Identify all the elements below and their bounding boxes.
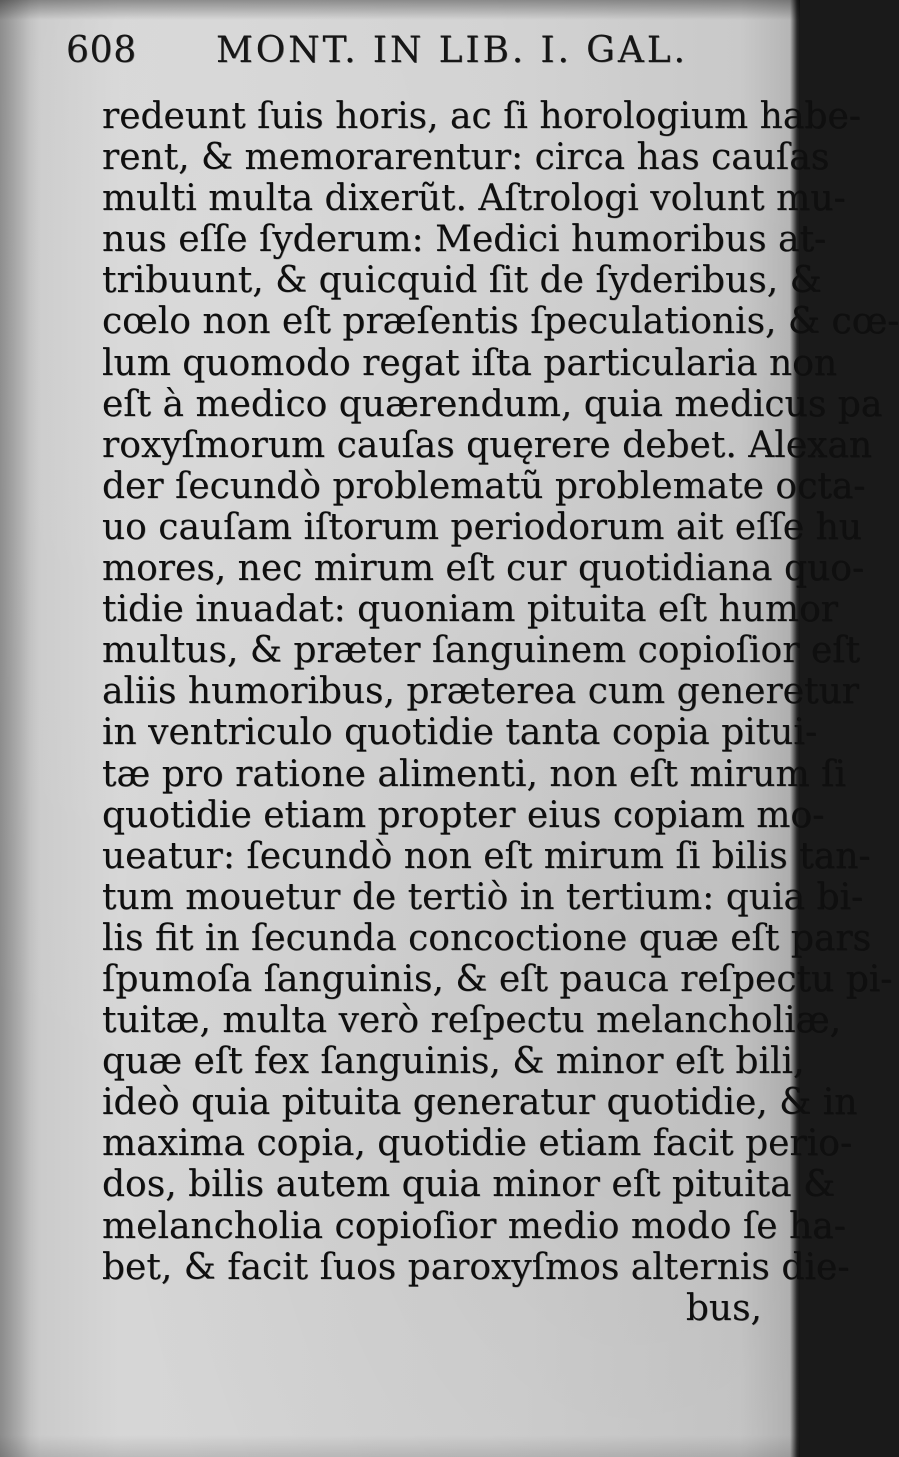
text-line: tæ pro ratione alimenti, non eſt mirum ſi — [102, 753, 846, 795]
top-page-shadow — [0, 0, 800, 20]
text-line: rent, & memorarentur: circa has cauſas — [102, 137, 830, 179]
running-head: MONT. IN LIB. I. GAL. — [216, 30, 688, 71]
text-line: melancholia copioſior medio modo ſe ha- — [102, 1205, 846, 1247]
text-line: multus, & præter ſanguinem copioſior eſt — [102, 630, 860, 672]
text-line: tribuunt, & quicquid ſit de ſyderibus, & — [102, 260, 822, 302]
text-line: redeunt ſuis horis, ac ſi horologium habe- — [102, 96, 861, 137]
text-line: cœlo non eſt præſentis ſpeculationis, & cœ- — [102, 301, 899, 343]
text-line: dos, bilis autem quia minor eſt pituita & — [102, 1164, 836, 1206]
text-line: lis fit in ſecunda concoctione quæ eſt pars — [102, 917, 871, 959]
text-line: tidie inuadat: quoniam pituita eſt humor — [102, 589, 838, 631]
text-line: roxyſmorum cauſas quęrere debet. Alexan — [102, 424, 872, 466]
gutter-shadow — [0, 0, 40, 1457]
text-line: tum mouetur de tertiò in tertium: quia bi- — [102, 876, 864, 918]
text-line: aliis humoribus, præterea cum generetur — [102, 671, 859, 713]
page-number: 608 — [66, 30, 137, 71]
text-line: der ſecundò problematũ problemate octa- — [102, 465, 866, 507]
text-line: tuitæ, multa verò reſpectu melancholiæ, — [102, 1000, 841, 1042]
text-line: lum quomodo regat iſta particularia non — [102, 342, 837, 384]
text-line: quotidie etiam propter eius copiam mo- — [102, 794, 825, 836]
text-line: bus, — [685, 1287, 762, 1329]
text-line: ideò quia pituita generatur quotidie, & in — [102, 1082, 858, 1124]
text-line: eſt à medico quærendum, quia medicus pa — [102, 383, 883, 425]
text-line: mores, nec mirum eſt cur quotidiana quo- — [102, 548, 865, 590]
text-line: quæ eſt fex ſanguinis, & minor eſt bili, — [102, 1041, 805, 1083]
text-line: ueatur: ſecundò non eſt mirum ſi bilis tan- — [102, 835, 871, 877]
text-line: ſpumoſa ſanguinis, & eſt pauca reſpectu pi- — [102, 958, 893, 1000]
page-header — [66, 30, 786, 94]
body-text — [102, 96, 899, 1329]
text-line: uo cauſam iſtorum periodorum ait eſſe hu — [102, 506, 862, 548]
text-line: multi multa dixerũt. Aſtrologi volunt mu- — [102, 178, 846, 220]
text-line: maxima copia, quotidie etiam facit perio- — [102, 1123, 853, 1165]
text-line: in ventriculo quotidie tanta copia pitui- — [102, 712, 818, 754]
text-line: nus eſſe ſyderum: Medici humoribus at- — [102, 219, 827, 261]
bottom-page-shadow — [0, 1435, 800, 1457]
text-line: bet, & facit ſuos paroxyſmos alternis die- — [102, 1246, 850, 1288]
